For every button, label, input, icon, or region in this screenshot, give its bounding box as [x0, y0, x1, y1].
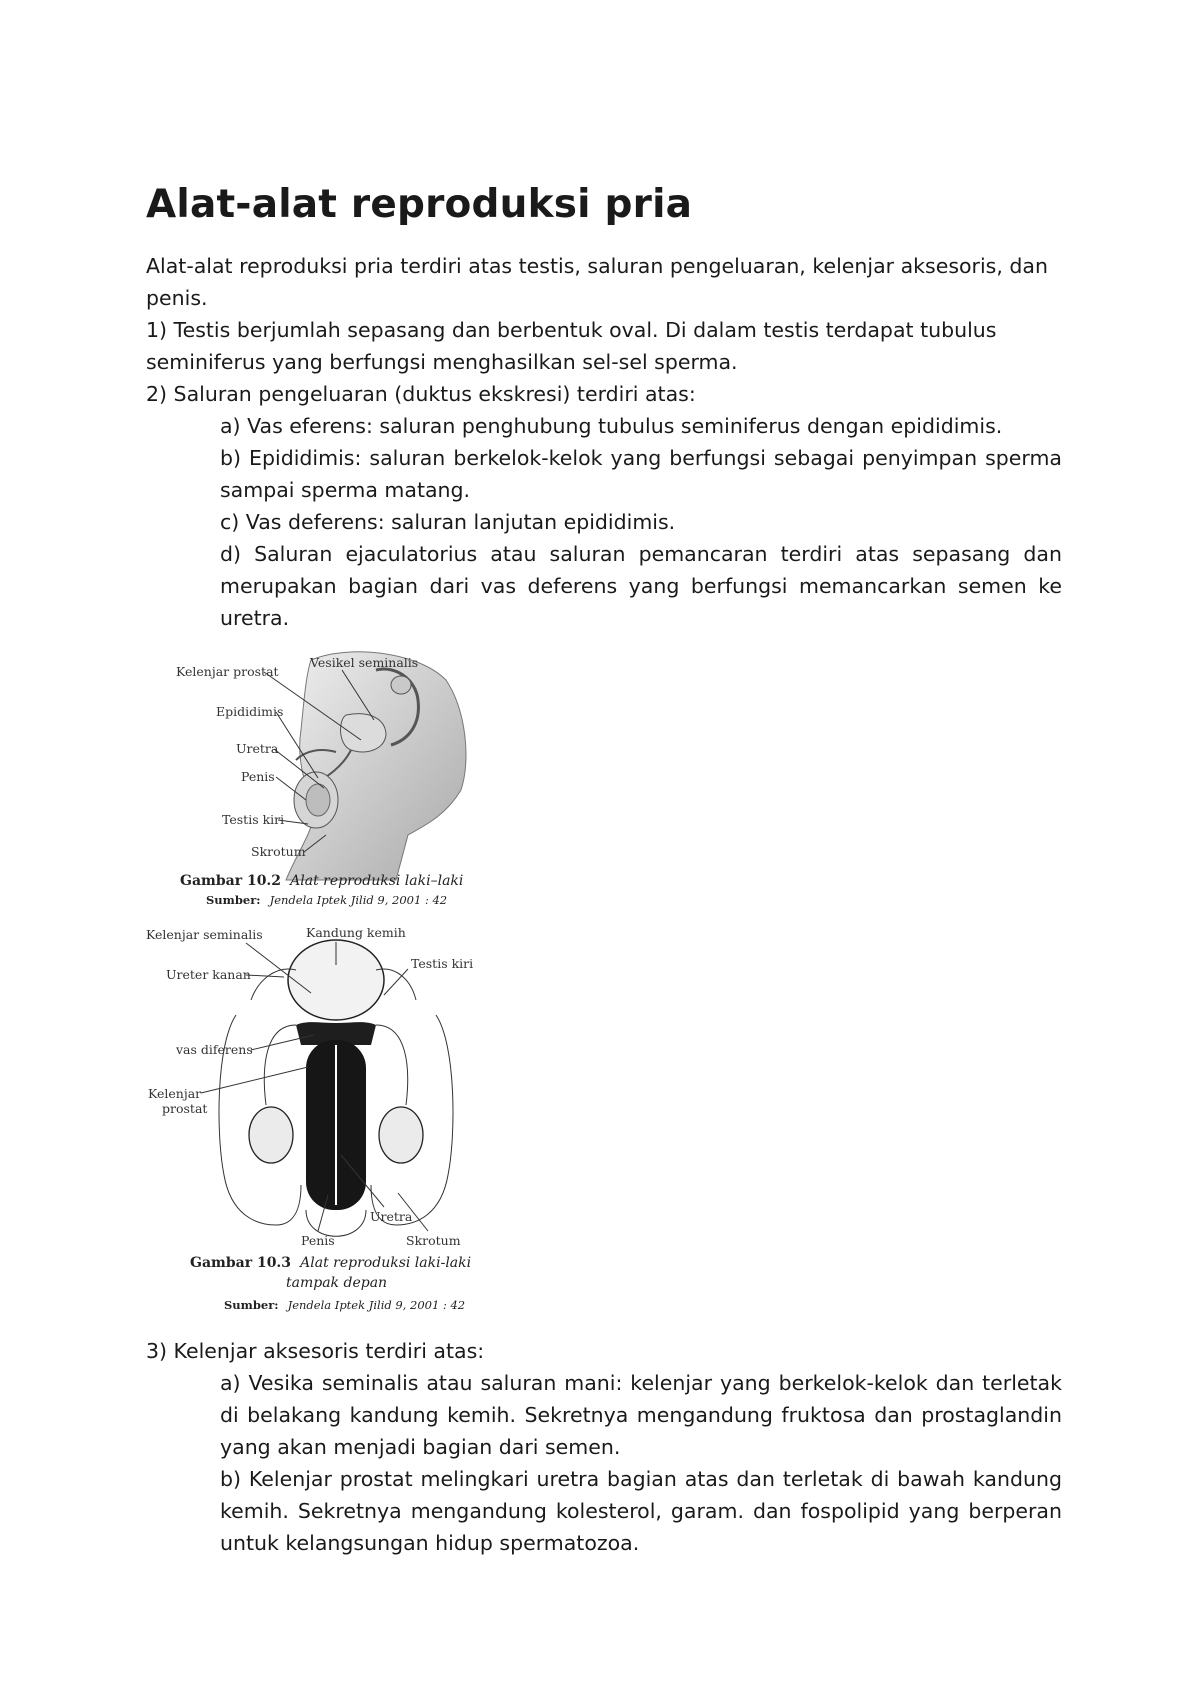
- label-prostat: prostat: [162, 1101, 208, 1116]
- label-vas-diferens: vas diferens: [176, 1042, 253, 1057]
- item-2c-vas-deferens: c) Vas deferens: saluran lanjutan epididimis.: [220, 510, 676, 534]
- figure-10-3-caption-line2: tampak depan: [286, 1275, 388, 1291]
- item-2d-saluran-ejaculatorius: d) Saluran ejaculatorius atau saluran pemancaran terdiri atas sepasang dan merupakan bagian dari vas deferens yang berfungsi memancarkan semen ke uretra.: [220, 542, 1062, 630]
- item-2a-vas-eferens: a) Vas eferens: saluran penghubung tubulus seminiferus dengan epididimis.: [220, 414, 1003, 438]
- label-vesikel-seminalis: Vesikel seminalis: [310, 655, 419, 670]
- item-1-testis: 1) Testis berjumlah sepasang dan berbentuk oval. Di dalam testis terdapat tubulus seminiferus yang berfungsi menghasilkan sel-sel sperma.: [146, 318, 997, 374]
- label-testis-kiri-front: Testis kiri: [411, 956, 474, 971]
- label-skrotum-front: Skrotum: [406, 1233, 461, 1248]
- figure-10-2-source: Sumber: Jendela Iptek Jilid 9, 2001 : 42: [206, 893, 448, 907]
- figure-10-3-caption: Gambar 10.3 Alat reproduksi laki-laki: [190, 1255, 472, 1271]
- figure-10-3-source: Sumber: Jendela Iptek Jilid 9, 2001 : 42: [224, 1298, 466, 1312]
- item-3-heading: 3) Kelenjar aksesoris terdiri atas:: [146, 1339, 485, 1363]
- label-uretra: Uretra: [236, 741, 279, 756]
- item-2-heading: 2) Saluran pengeluaran (duktus ekskresi) terdiri atas:: [146, 382, 696, 406]
- anatomy-illustration-front: [219, 940, 453, 1236]
- figure-10-2-side-view: [146, 640, 506, 910]
- figure-10-2-caption: Gambar 10.2 Alat reproduksi laki–laki: [180, 873, 464, 889]
- label-ureter-kanan: Ureter kanan: [166, 967, 251, 982]
- label-testis-kiri: Testis kiri: [222, 812, 285, 827]
- intro-paragraph: Alat-alat reproduksi pria terdiri atas testis, saluran pengeluaran, kelenjar aksesoris, dan penis.: [146, 254, 1048, 310]
- label-kelenjar-prostat: Kelenjar prostat: [176, 664, 279, 679]
- label-kelenjar: Kelenjar: [148, 1086, 202, 1101]
- label-penis-front: Penis: [301, 1233, 335, 1248]
- label-penis: Penis: [241, 769, 275, 784]
- label-kelenjar-seminalis: Kelenjar seminalis: [146, 927, 263, 942]
- anatomy-illustration-side: [286, 652, 466, 880]
- item-3b-kelenjar-prostat: b) Kelenjar prostat melingkari uretra bagian atas dan terletak di bawah kandung kemih. Sekretnya mengandung kolesterol, garam. dan fospolipid yang berperan untuk kelangsungan hidup spermatozoa.: [220, 1467, 1062, 1555]
- label-epididimis: Epididimis: [216, 704, 284, 719]
- item-3a-vesika-seminalis: a) Vesika seminalis atau saluran mani: kelenjar yang berkelok-kelok dan terletak di belakang kandung kemih. Sekretnya mengandung fruktosa dan prostaglandin yang akan menjadi bagian dari semen.: [220, 1371, 1062, 1459]
- figure-10-3-front-view: [146, 925, 506, 1320]
- item-2b-epididimis: b) Epididimis: saluran berkelok-kelok yang berfungsi sebagai penyimpan sperma sampai sperma matang.: [220, 446, 1062, 502]
- label-uretra-front: Uretra: [370, 1209, 413, 1224]
- label-skrotum: Skrotum: [251, 844, 306, 859]
- label-kandung-kemih: Kandung kemih: [306, 925, 406, 940]
- page-title: Alat-alat reproduksi pria: [146, 182, 693, 227]
